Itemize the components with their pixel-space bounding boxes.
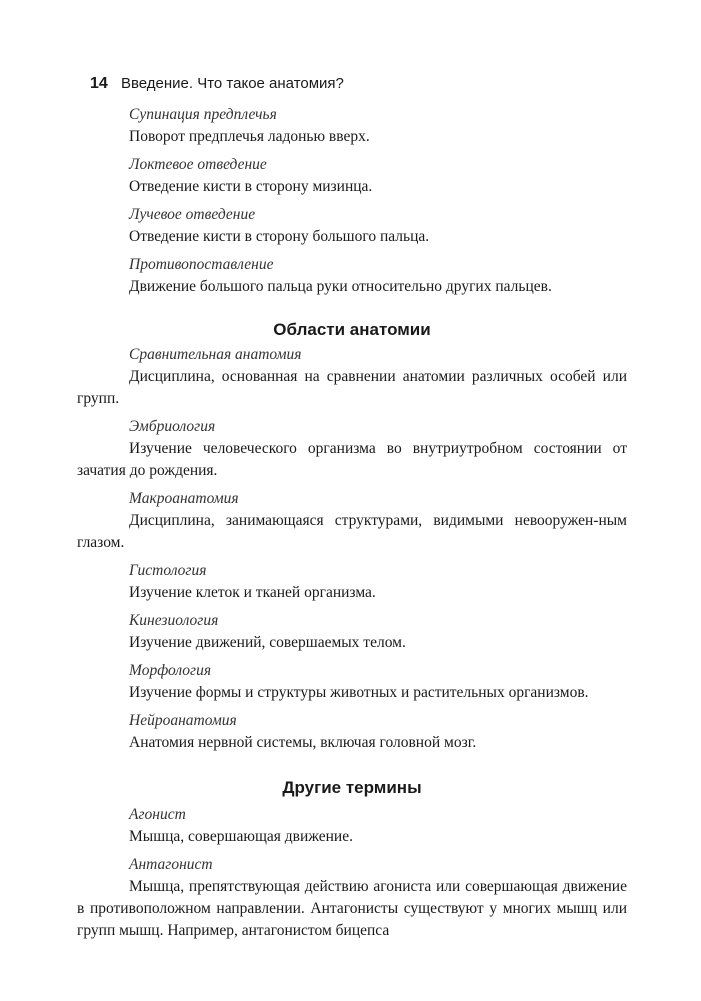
glossary-entry (129, 804, 627, 848)
glossary-term: Лучевое отведение (129, 206, 256, 223)
section-heading: Другие термины (282, 778, 422, 797)
glossary-definition: Анатомия нервной системы, включая головной мозг. (129, 734, 477, 751)
page-content (77, 104, 627, 948)
glossary-term: Агонист (129, 806, 186, 823)
glossary-entry (129, 710, 627, 754)
page-number: 14 (90, 75, 108, 92)
glossary-definition: Изучение формы и структуры животных и растительных организмов. (129, 684, 589, 701)
glossary-term: Нейроанатомия (129, 712, 237, 729)
glossary-entry (129, 104, 627, 148)
glossary-entry (77, 854, 627, 942)
glossary-term: Кинезиология (129, 612, 219, 629)
glossary-entry (77, 344, 627, 410)
glossary-term: Макроанатомия (129, 490, 239, 507)
glossary-definition: Изучение клеток и тканей организма. (129, 584, 376, 601)
glossary-definition: Мышца, совершающая движение. (129, 828, 353, 845)
glossary-entry (77, 416, 627, 482)
glossary-definition: Мышца, препятствующая действию агониста или совершающая движение в противоположном направлении. Антагонисты существуют у многих мышц или групп мышц. Например, антагонистом бицепса (77, 878, 627, 939)
glossary-entry (129, 560, 627, 604)
running-head (90, 74, 344, 94)
glossary-definition: Поворот предплечья ладонью вверх. (129, 128, 370, 145)
glossary-term: Антагонист (129, 856, 213, 873)
glossary-definition: Изучение человеческого организма во внутриутробном состоянии от зачатия до рождения. (77, 440, 627, 479)
glossary-entry (129, 154, 627, 198)
glossary-entry (77, 488, 627, 554)
glossary-definition: Отведение кисти в сторону большого пальца. (129, 228, 430, 245)
glossary-term: Морфология (129, 662, 212, 679)
glossary-term: Супинация предплечья (129, 106, 277, 123)
glossary-entry (129, 254, 627, 298)
glossary-definition: Отведение кисти в сторону мизинца. (129, 178, 373, 195)
glossary-entry (129, 610, 627, 654)
glossary-definition: Дисциплина, основанная на сравнении анатомии различных особей или групп. (77, 368, 627, 407)
glossary-entry (129, 204, 627, 248)
glossary-term: Противопоставление (129, 256, 274, 273)
glossary-entry (129, 660, 627, 704)
glossary-definition: Движение большого пальца руки относительно других пальцев. (129, 278, 552, 295)
section-heading: Области анатомии (273, 320, 431, 339)
glossary-term: Эмбриология (129, 418, 216, 435)
glossary-definition: Дисциплина, занимающаяся структурами, видимыми невооружен-ным глазом. (77, 512, 627, 551)
glossary-term: Сравнительная анатомия (129, 346, 302, 363)
running-head-title: Введение. Что такое анатомия? (120, 75, 344, 92)
glossary-definition: Изучение движений, совершаемых телом. (129, 634, 406, 651)
glossary-term: Гистология (129, 562, 207, 579)
glossary-term: Локтевое отведение (129, 156, 267, 173)
